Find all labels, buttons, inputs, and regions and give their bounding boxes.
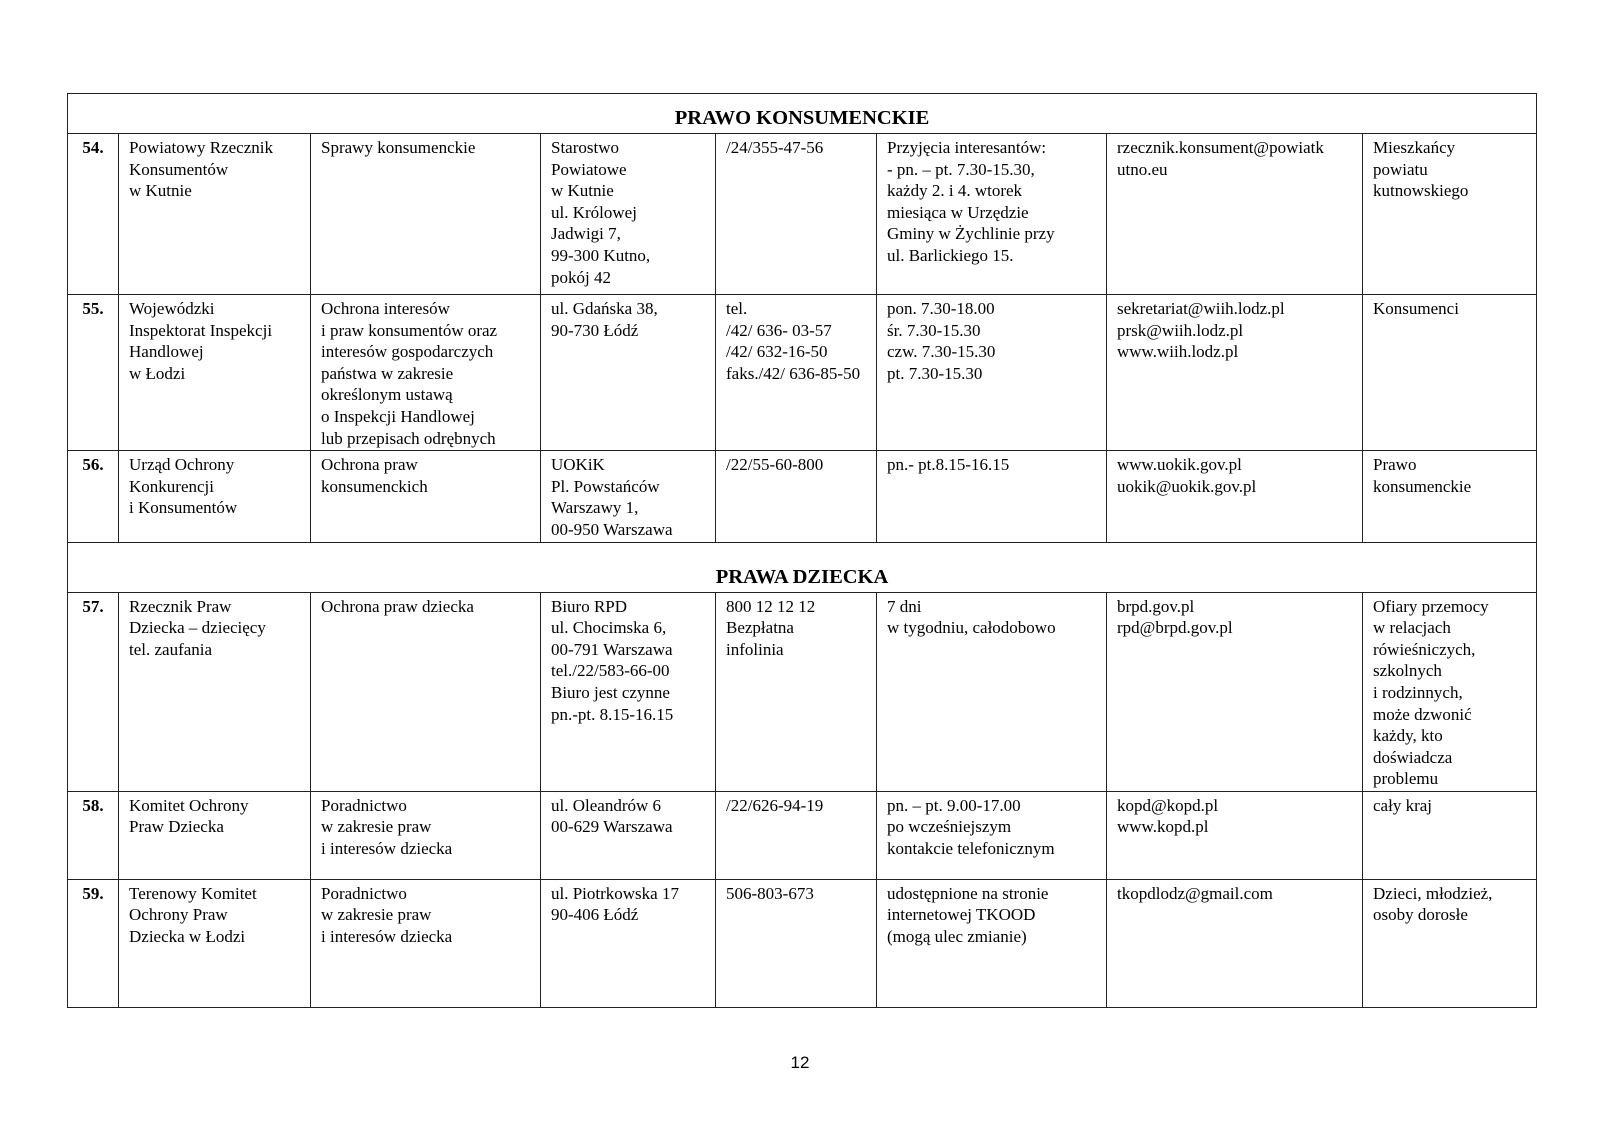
contact-cell: brpd.gov.pl rpd@brpd.gov.pl [1107,592,1363,791]
institution-name: Komitet Ochrony Praw Dziecka [119,791,311,879]
address-cell: Starostwo Powiatowe w Kutnie ul. Królowej Jadwigi 7, 99-300 Kutno, pokój 42 [541,134,716,295]
hours-cell: 7 dni w tygodniu, całodobowo [877,592,1107,791]
target-group-cell: Mieszkańcy powiatu kutnowskiego [1363,134,1537,295]
contact-cell: rzecznik.konsument@powiatk utno.eu [1107,134,1363,295]
table-row [68,791,1537,879]
scope-cell: Poradnictwo w zakresie praw i interesów dziecka [311,879,541,1007]
address-cell: UOKiK Pl. Powstańców Warszawy 1, 00-950 Warszawa [541,451,716,542]
row-number: 57. [68,592,119,791]
section-title: PRAWA DZIECKA [68,542,1537,592]
address-cell: ul. Gdańska 38, 90-730 Łódź [541,295,716,451]
phone-cell: 506-803-673 [716,879,877,1007]
phone-cell: /22/55-60-800 [716,451,877,542]
row-number: 56. [68,451,119,542]
contact-cell: sekretariat@wiih.lodz.pl prsk@wiih.lodz.pl www.wiih.lodz.pl [1107,295,1363,451]
section-title: PRAWO KONSUMENCKIE [68,94,1537,134]
phone-cell: 800 12 12 12 Bezpłatna infolinia [716,592,877,791]
directory-table [67,93,1537,1008]
section-header-row [68,542,1537,592]
row-number: 59. [68,879,119,1007]
contact-cell: www.uokik.gov.pl uokik@uokik.gov.pl [1107,451,1363,542]
target-group-cell: Konsumenci [1363,295,1537,451]
target-group-cell: Dzieci, młodzież, osoby dorosłe [1363,879,1537,1007]
row-number: 55. [68,295,119,451]
hours-cell: pn. – pt. 9.00-17.00 po wcześniejszym kontakcie telefonicznym [877,791,1107,879]
scope-cell: Sprawy konsumenckie [311,134,541,295]
table-row [68,451,1537,542]
phone-cell: /24/355-47-56 [716,134,877,295]
page-number: 12 [790,1053,810,1072]
section-header-row [68,94,1537,134]
scope-cell: Ochrona interesów i praw konsumentów oraz interesów gospodarczych państwa w zakresie określonym ustawą o Inspekcji Handlowej lub przepisach odrębnych [311,295,541,451]
institution-name: Urząd Ochrony Konkurencji i Konsumentów [119,451,311,542]
contact-cell: kopd@kopd.pl www.kopd.pl [1107,791,1363,879]
address-cell: ul. Oleandrów 6 00-629 Warszawa [541,791,716,879]
institution-name: Terenowy Komitet Ochrony Praw Dziecka w Łodzi [119,879,311,1007]
table-row [68,592,1537,791]
institution-name: Powiatowy Rzecznik Konsumentów w Kutnie [119,134,311,295]
phone-cell: /22/626-94-19 [716,791,877,879]
hours-cell: pon. 7.30-18.00 śr. 7.30-15.30 czw. 7.30-15.30 pt. 7.30-15.30 [877,295,1107,451]
table-row [68,134,1537,295]
address-cell: ul. Piotrkowska 17 90-406 Łódź [541,879,716,1007]
hours-cell: udostępnione na stronie internetowej TKOOD (mogą ulec zmianie) [877,879,1107,1007]
table-row [68,295,1537,451]
target-group-cell: Ofiary przemocy w relacjach rówieśniczych, szkolnych i rodzinnych, może dzwonić każdy, kto doświadcza problemu [1363,592,1537,791]
row-number: 54. [68,134,119,295]
scope-cell: Ochrona praw dziecka [311,592,541,791]
scope-cell: Ochrona praw konsumenckich [311,451,541,542]
address-cell: Biuro RPD ul. Chocimska 6, 00-791 Warszawa tel./22/583-66-00 Biuro jest czynne pn.-pt. 8.15-16.15 [541,592,716,791]
scope-cell: Poradnictwo w zakresie praw i interesów dziecka [311,791,541,879]
hours-cell: pn.- pt.8.15-16.15 [877,451,1107,542]
contact-cell: tkopdlodz@gmail.com [1107,879,1363,1007]
table-row [68,879,1537,1007]
hours-cell: Przyjęcia interesantów: - pn. – pt. 7.30-15.30, każdy 2. i 4. wtorek miesiąca w Urzędzie Gminy w Żychlinie przy ul. Barlickiego 15. [877,134,1107,295]
target-group-cell: Prawo konsumenckie [1363,451,1537,542]
institution-name: Rzecznik Praw Dziecka – dziecięcy tel. zaufania [119,592,311,791]
phone-cell: tel. /42/ 636- 03-57 /42/ 632-16-50 faks./42/ 636-85-50 [716,295,877,451]
institution-name: Wojewódzki Inspektorat Inspekcji Handlowej w Łodzi [119,295,311,451]
target-group-cell: cały kraj [1363,791,1537,879]
row-number: 58. [68,791,119,879]
